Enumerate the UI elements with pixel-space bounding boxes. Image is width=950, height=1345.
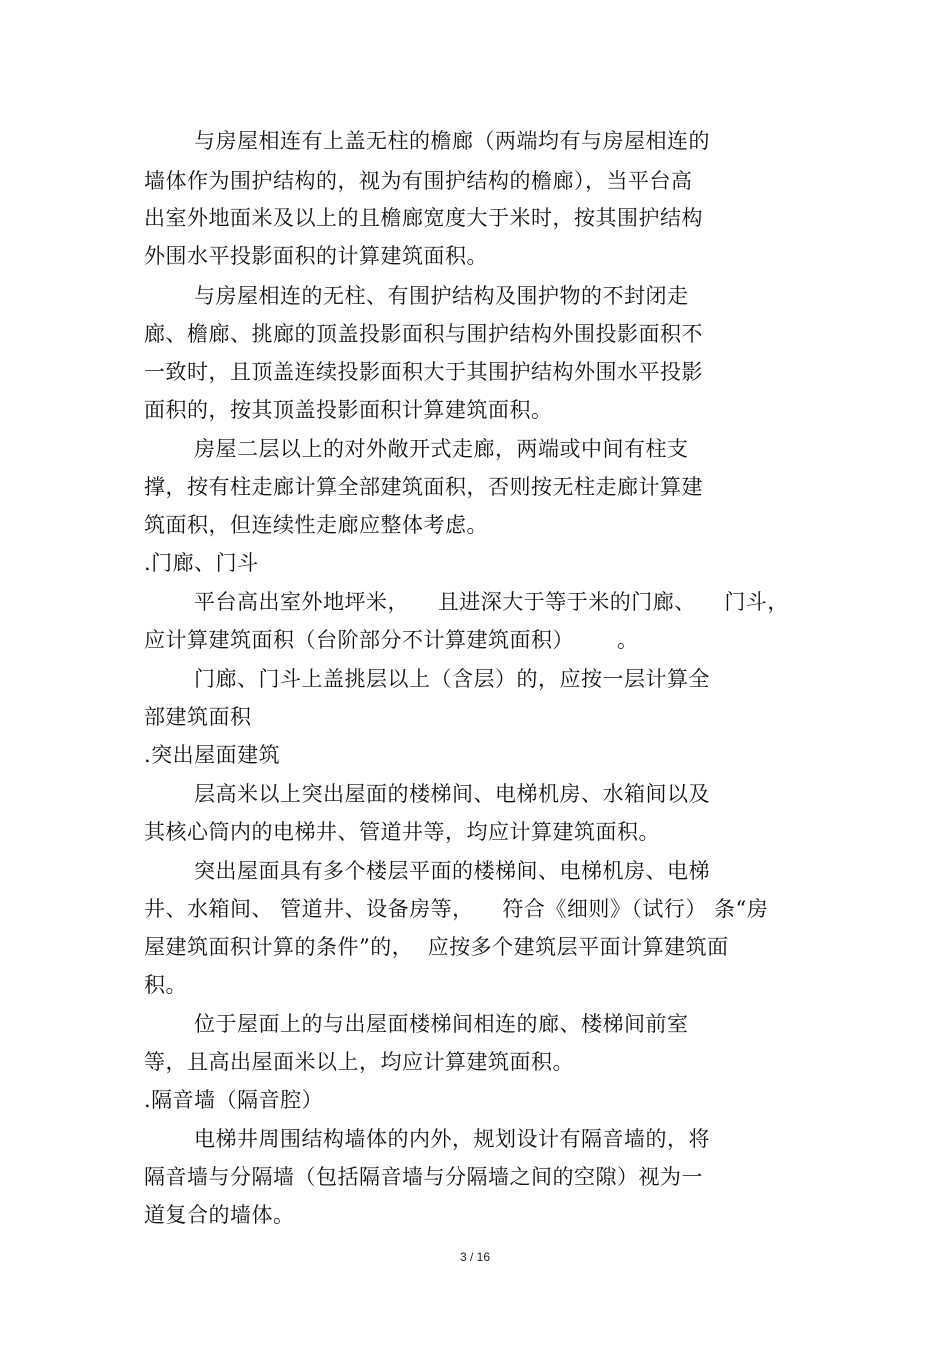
text-line: 位于屋面上的与出屋面楼梯间相连的廊、楼梯间前室 [194, 1012, 689, 1036]
section-heading: .门廊、门斗 [144, 551, 259, 575]
text-line: 部建筑面积 [144, 705, 252, 729]
text-line: 撑，按有柱走廊计算全部建筑面积，否则按无柱走廊计算建 [144, 475, 703, 499]
text-line: 房屋二层以上的对外敞开式走廊，两端或中间有柱支 [194, 437, 689, 461]
text-line: 层高米以上突出屋面的楼梯间、电梯机房、水箱间以及 [194, 782, 710, 806]
text-line: 廊、檐廊、挑廊的顶盖投影面积与围护结构外围投影面积不 [144, 322, 703, 346]
text-line: 门廊、门斗上盖挑层以上（含层）的，应按一层计算全 [194, 667, 710, 691]
text-line: 屋建筑面积计算的条件”的， 应按多个建筑层平面计算建筑面 [144, 935, 729, 959]
text-line: 井、水箱间、 管道井、设备房等， 符合《细则》（试行） 条“房 [144, 897, 769, 921]
section-heading: .突出屋面建筑 [144, 743, 281, 767]
text-line: 一致时，且顶盖连续投影面积大于其围护结构外围水平投影 [144, 360, 703, 384]
section-heading: .隔音墙（隔音腔） [144, 1088, 324, 1112]
text-line: 隔音墙与分隔墙（包括隔音墙与分隔墙之间的空隙）视为一 [144, 1165, 703, 1189]
text-line: 与房屋相连有上盖无柱的檐廊（两端均有与房屋相连的 [194, 129, 710, 153]
text-line: 墙体作为围护结构的，视为有围护结构的檐廊），当平台高 [144, 169, 693, 193]
text-line: 等，且高出屋面米以上，均应计算建筑面积。 [144, 1050, 574, 1074]
text-line: 道复合的墙体。 [144, 1203, 295, 1227]
text-line: 与房屋相连的无柱、有围护结构及围护物的不封闭走 [194, 284, 689, 308]
text-line: 应计算建筑面积（台阶部分不计算建筑面积） 。 [144, 628, 639, 652]
page-number: 3 / 16 [459, 1250, 491, 1264]
text-line: 突出屋面具有多个楼层平面的楼梯间、电梯机房、电梯 [194, 859, 710, 883]
text-line: 面积的，按其顶盖投影面积计算建筑面积。 [144, 398, 553, 422]
text-line: 其核心筒内的电梯井、管道井等，均应计算建筑面积。 [144, 820, 660, 844]
text-line: 筑面积，但连续性走廊应整体考虑。 [144, 513, 488, 537]
text-line: 积。 [144, 973, 187, 997]
text-line: 出室外地面米及以上的且檐廊宽度大于米时，按其围护结构 [144, 206, 703, 230]
text-line: 电梯井周围结构墙体的内外，规划设计有隔音墙的，将 [194, 1127, 710, 1151]
text-line: 外围水平投影面积的计算建筑面积。 [144, 244, 488, 268]
text-line: 平台高出室外地坪米， 且进深大于等于米的门廊、 门斗， [194, 590, 789, 614]
